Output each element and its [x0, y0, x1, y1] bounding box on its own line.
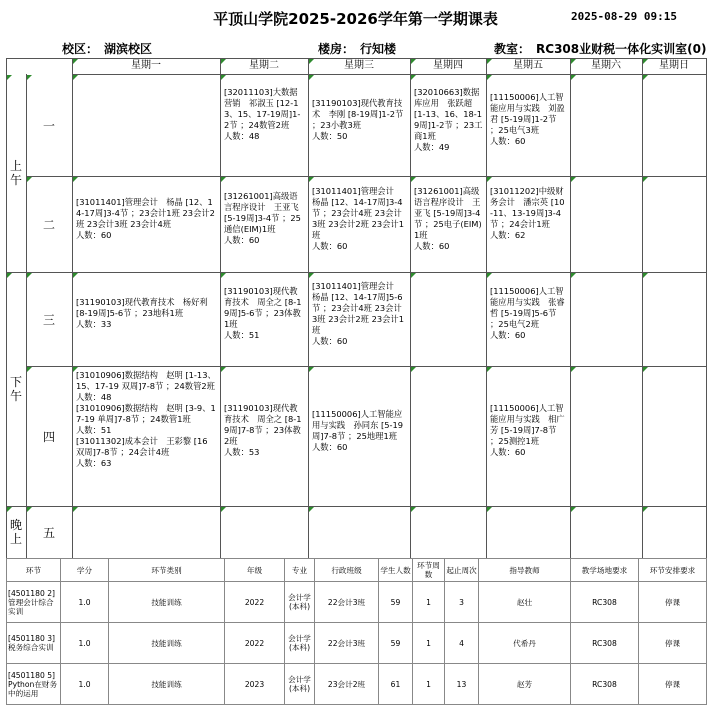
- practice-cell: 赵芳: [479, 664, 571, 705]
- course-cell[interactable]: [312, 98, 407, 142]
- course-headcount: 人数：51: [76, 425, 112, 435]
- practice-cell: 技能训练: [109, 664, 225, 705]
- course-entry: [11150006]人工智能应用与实践 刘盈君 [5-19周]1-2节 ；25电气3班: [490, 92, 565, 135]
- course-cell[interactable]: [414, 87, 483, 153]
- practice-cell: 2023: [225, 664, 285, 705]
- period-label: 一: [42, 119, 55, 133]
- corner-marker: [571, 177, 576, 182]
- corner-marker: [411, 75, 416, 80]
- course-headcount: 人数：60: [490, 136, 526, 146]
- corner-marker: [7, 507, 12, 512]
- course-headcount: 人数：60: [414, 240, 450, 251]
- corner-marker: [487, 507, 492, 512]
- course-cell[interactable]: [76, 370, 217, 469]
- practice-header-cell: 行政班级: [315, 559, 379, 582]
- practice-cell: 2022: [225, 623, 285, 664]
- period-label: 二: [42, 218, 55, 232]
- corner-marker: [411, 273, 416, 278]
- grid-vline: [706, 58, 707, 558]
- practice-cell: 1.0: [61, 623, 109, 664]
- practice-cell: RC308: [571, 623, 639, 664]
- print-datetime: 2025-08-29 09:15: [571, 10, 677, 23]
- grid-vline: [486, 58, 487, 558]
- course-cell[interactable]: [490, 92, 567, 147]
- corner-marker: [27, 177, 32, 182]
- corner-marker: [309, 367, 314, 372]
- corner-marker: [7, 273, 12, 278]
- course-headcount: 人数：48: [224, 130, 260, 141]
- corner-marker: [411, 59, 416, 64]
- building-label: 楼房：: [318, 42, 355, 56]
- day-header: 星期四: [433, 60, 463, 71]
- course-headcount: 人数：53: [224, 447, 260, 457]
- practice-cell: 4: [445, 623, 479, 664]
- practice-cell: 1.0: [61, 582, 109, 623]
- course-entry: [31190103]现代教育技术 周全之 [8-19周]7-8节 ；23体教2班: [224, 403, 302, 446]
- practice-cell: 59: [379, 623, 413, 664]
- corner-marker: [73, 507, 78, 512]
- course-headcount: 人数：60: [312, 240, 348, 251]
- course-entry: [31190103]现代教育技术 李刚 [8-19周]1-2节 ；23小教3班: [312, 97, 404, 130]
- grid-hline: [6, 506, 706, 507]
- course-cell[interactable]: [312, 281, 407, 347]
- corner-marker: [487, 75, 492, 80]
- practice-header-row: [7, 559, 707, 582]
- practice-cell: 技能训练: [109, 623, 225, 664]
- period-label: 四: [42, 430, 55, 444]
- course-cell[interactable]: [224, 191, 305, 246]
- corner-marker: [487, 59, 492, 64]
- grid-vline: [72, 58, 73, 558]
- course-headcount: 人数：33: [76, 319, 112, 329]
- course-entry: [11150006]人工智能应用与实践 张睿哲 [5-19周]5-6节 ；25电气2班: [490, 286, 565, 329]
- course-entry: [31011401]管理会计 杨晶 [12、14-17周]3-4节 ；23会计1班 23会计2班 23会计3班 23会计4班: [76, 196, 215, 229]
- grid-vline: [220, 58, 221, 558]
- practice-header-cell: 环节安排要求: [639, 559, 707, 582]
- course-cell[interactable]: [312, 186, 407, 252]
- practice-row: [7, 582, 707, 623]
- grid-vline: [6, 58, 7, 558]
- corner-marker: [309, 75, 314, 80]
- corner-marker: [571, 507, 576, 512]
- practice-cell: [4501180 2]管理会计综合实训: [7, 582, 61, 623]
- course-entry: [31011302]成本会计 王彩黎 [16 双周]7-8节 ；24会计4班: [76, 436, 208, 457]
- course-headcount: 人数：60: [224, 235, 260, 245]
- day-header: 星期一: [131, 60, 161, 71]
- room-value: RC308业财税一体化实训室(0): [536, 42, 707, 56]
- course-headcount: 人数：60: [490, 447, 526, 457]
- course-headcount: 人数：60: [312, 335, 348, 346]
- corner-marker: [643, 507, 648, 512]
- course-cell[interactable]: [224, 286, 305, 341]
- grid-hline: [6, 272, 706, 273]
- practice-header-cell: 环节类别: [109, 559, 225, 582]
- corner-marker: [643, 367, 648, 372]
- corner-marker: [411, 507, 416, 512]
- practice-cell: 会计学(本科): [285, 582, 315, 623]
- corner-marker: [73, 59, 78, 64]
- practice-cell: 61: [379, 664, 413, 705]
- practice-row: [7, 664, 707, 705]
- practice-cell: 1: [413, 582, 445, 623]
- practice-cell: RC308: [571, 664, 639, 705]
- corner-marker: [7, 75, 12, 80]
- corner-marker: [73, 273, 78, 278]
- grid-vline: [410, 58, 411, 558]
- campus-value: 湖滨校区: [104, 42, 153, 56]
- course-entry: [31010906]数据结构 赵明 [3-9、17-19 单周]7-8节 ；24数管1班: [76, 403, 216, 424]
- page-title: 平顶山学院2025-2026学年第一学期课表: [213, 10, 498, 28]
- corner-marker: [221, 75, 226, 80]
- day-header: 星期二: [249, 60, 279, 71]
- course-headcount: 人数：51: [224, 330, 260, 340]
- practice-cell: 59: [379, 582, 413, 623]
- section-label: 晚 上: [9, 518, 22, 546]
- practice-cell: 会计学(本科): [285, 664, 315, 705]
- course-entry: [31010906]数据结构 赵明 [1-13、15、17-19 双周]7-8节 ；24数管2班: [76, 370, 216, 391]
- timetable-grid: [6, 58, 706, 558]
- practice-cell: [4501180 5]Python在财务中的运用: [7, 664, 61, 705]
- corner-marker: [221, 177, 226, 182]
- course-headcount: 人数：60: [490, 330, 526, 340]
- course-headcount: 人数：50: [312, 130, 348, 141]
- corner-marker: [643, 75, 648, 80]
- room-info: [494, 40, 706, 57]
- corner-marker: [571, 59, 576, 64]
- course-cell[interactable]: [312, 409, 407, 453]
- course-entry: [32011103]大数据营销 祁淑玉 [12-13、15、17-19周]1-2节 ；24数管2班: [224, 86, 301, 130]
- practice-cell: 1: [413, 623, 445, 664]
- course-entry: [31261001]高级语言程序设计 王亚飞 [5-19周]3-4节 ；25通信(EIM)1班: [224, 191, 301, 234]
- practice-header-cell: 环节: [7, 559, 61, 582]
- practice-cell: 停课: [639, 582, 707, 623]
- course-cell[interactable]: [490, 186, 567, 241]
- corner-marker: [571, 367, 576, 372]
- course-entry: [31011401]管理会计 杨晶 [12、14-17周]3-4节 ；23会计4班 23会计3班 23会计2班 23会计1班: [312, 185, 405, 240]
- course-entry: [31261001]高级语言程序设计 王亚飞 [5-19周]3-4节 ；25电子(EIM)1班: [414, 185, 482, 240]
- day-header: 星期日: [659, 60, 689, 71]
- campus-label: 校区：: [62, 42, 99, 56]
- course-cell[interactable]: [76, 297, 217, 330]
- course-entry: [11150006]人工智能应用与实践 相广芳 [5-19周]7-8节 ；25测控1班: [490, 403, 565, 446]
- practice-row: [7, 623, 707, 664]
- grid-hline: [26, 366, 706, 367]
- corner-marker: [73, 177, 78, 182]
- corner-marker: [571, 273, 576, 278]
- course-headcount: 人数：63: [76, 458, 112, 468]
- grid-vline: [642, 58, 643, 558]
- course-entry: [31190103]现代教育技术 杨好利 [8-19周]5-6节 ；23地科1班: [76, 297, 208, 318]
- corner-marker: [27, 367, 32, 372]
- practice-cell: 停课: [639, 664, 707, 705]
- practice-cell: 3: [445, 582, 479, 623]
- practice-header-cell: 专业: [285, 559, 315, 582]
- corner-marker: [221, 507, 226, 512]
- practice-cell: 13: [445, 664, 479, 705]
- day-header: 星期五: [513, 60, 543, 71]
- day-header: 星期三: [344, 60, 374, 71]
- corner-marker: [309, 177, 314, 182]
- grid-hline: [72, 74, 706, 75]
- corner-marker: [487, 367, 492, 372]
- grid-vline: [570, 58, 571, 558]
- course-cell[interactable]: [224, 87, 305, 142]
- practice-header-cell: 起止周次: [445, 559, 479, 582]
- practice-header-cell: 年级: [225, 559, 285, 582]
- building-info: [318, 40, 396, 57]
- course-entry: [32010663]数据库应用 张跃超 [1-13、16、18-19周]1-2节 ；23工商1班: [414, 86, 483, 141]
- practice-table: [6, 558, 706, 705]
- course-headcount: 人数：49: [414, 141, 450, 152]
- corner-marker: [571, 75, 576, 80]
- course-headcount: 人数：60: [76, 229, 112, 240]
- course-entry: [31011401]管理会计 杨晶 [12、14-17周]5-6节 ；23会计4班 23会计3班 23会计2班 23会计1班: [312, 280, 405, 335]
- practice-header-cell: 教学场地要求: [571, 559, 639, 582]
- grid-hline: [26, 176, 706, 177]
- course-entry: [31011202]中级财务会计 潘宗英 [10-11、13-19周]3-4节 ；24会计1班: [490, 185, 565, 229]
- corner-marker: [643, 273, 648, 278]
- practice-cell: 会计学(本科): [285, 623, 315, 664]
- practice-cell: 技能训练: [109, 582, 225, 623]
- practice-header-cell: 学分: [61, 559, 109, 582]
- practice-cell: 23会计2班: [315, 664, 379, 705]
- room-label: 教室：: [494, 42, 531, 56]
- corner-marker: [643, 177, 648, 182]
- practice-cell: 代希丹: [479, 623, 571, 664]
- course-cell[interactable]: [490, 403, 567, 458]
- corner-marker: [221, 273, 226, 278]
- course-cell[interactable]: [490, 286, 567, 341]
- corner-marker: [73, 75, 78, 80]
- practice-cell: 1: [413, 664, 445, 705]
- corner-marker: [309, 507, 314, 512]
- corner-marker: [309, 59, 314, 64]
- day-header: 星期六: [591, 60, 621, 71]
- corner-marker: [221, 59, 226, 64]
- period-label: 三: [42, 313, 55, 327]
- course-cell[interactable]: [414, 186, 483, 252]
- section-label: 上 午: [9, 159, 22, 187]
- corner-marker: [411, 177, 416, 182]
- course-entry: [31190103]现代教育技术 周全之 [8-19周]5-6节 ；23体教1班: [224, 286, 302, 329]
- corner-marker: [27, 273, 32, 278]
- corner-marker: [27, 75, 32, 80]
- practice-cell: [4501180 3]税务综合实训: [7, 623, 61, 664]
- course-cell[interactable]: [224, 403, 305, 458]
- practice-cell: 1.0: [61, 664, 109, 705]
- campus-info: [62, 40, 152, 57]
- practice-header-cell: 指导教师: [479, 559, 571, 582]
- practice-cell: 22会计3班: [315, 623, 379, 664]
- corner-marker: [643, 59, 648, 64]
- practice-cell: 22会计3班: [315, 582, 379, 623]
- practice-cell: 2022: [225, 582, 285, 623]
- building-value: 行知楼: [360, 42, 397, 56]
- practice-header-cell: 学生人数: [379, 559, 413, 582]
- course-cell[interactable]: [76, 197, 217, 241]
- corner-marker: [411, 367, 416, 372]
- practice-header-cell: 环节周数: [413, 559, 445, 582]
- practice-cell: RC308: [571, 582, 639, 623]
- corner-marker: [487, 273, 492, 278]
- course-headcount: 人数：62: [490, 229, 526, 240]
- corner-marker: [309, 273, 314, 278]
- course-entry: [11150006]人工智能应用与实践 孙同东 [5-19周]7-8节 ；25地理1班: [312, 408, 404, 441]
- period-label: 五: [42, 526, 55, 540]
- section-label: 下 午: [9, 375, 22, 403]
- practice-cell: 停课: [639, 623, 707, 664]
- course-headcount: 人数：48: [76, 392, 112, 402]
- course-headcount: 人数：60: [312, 441, 348, 452]
- practice-cell: 赵壮: [479, 582, 571, 623]
- corner-marker: [221, 367, 226, 372]
- corner-marker: [27, 507, 32, 512]
- grid-vline: [308, 58, 309, 558]
- corner-marker: [487, 177, 492, 182]
